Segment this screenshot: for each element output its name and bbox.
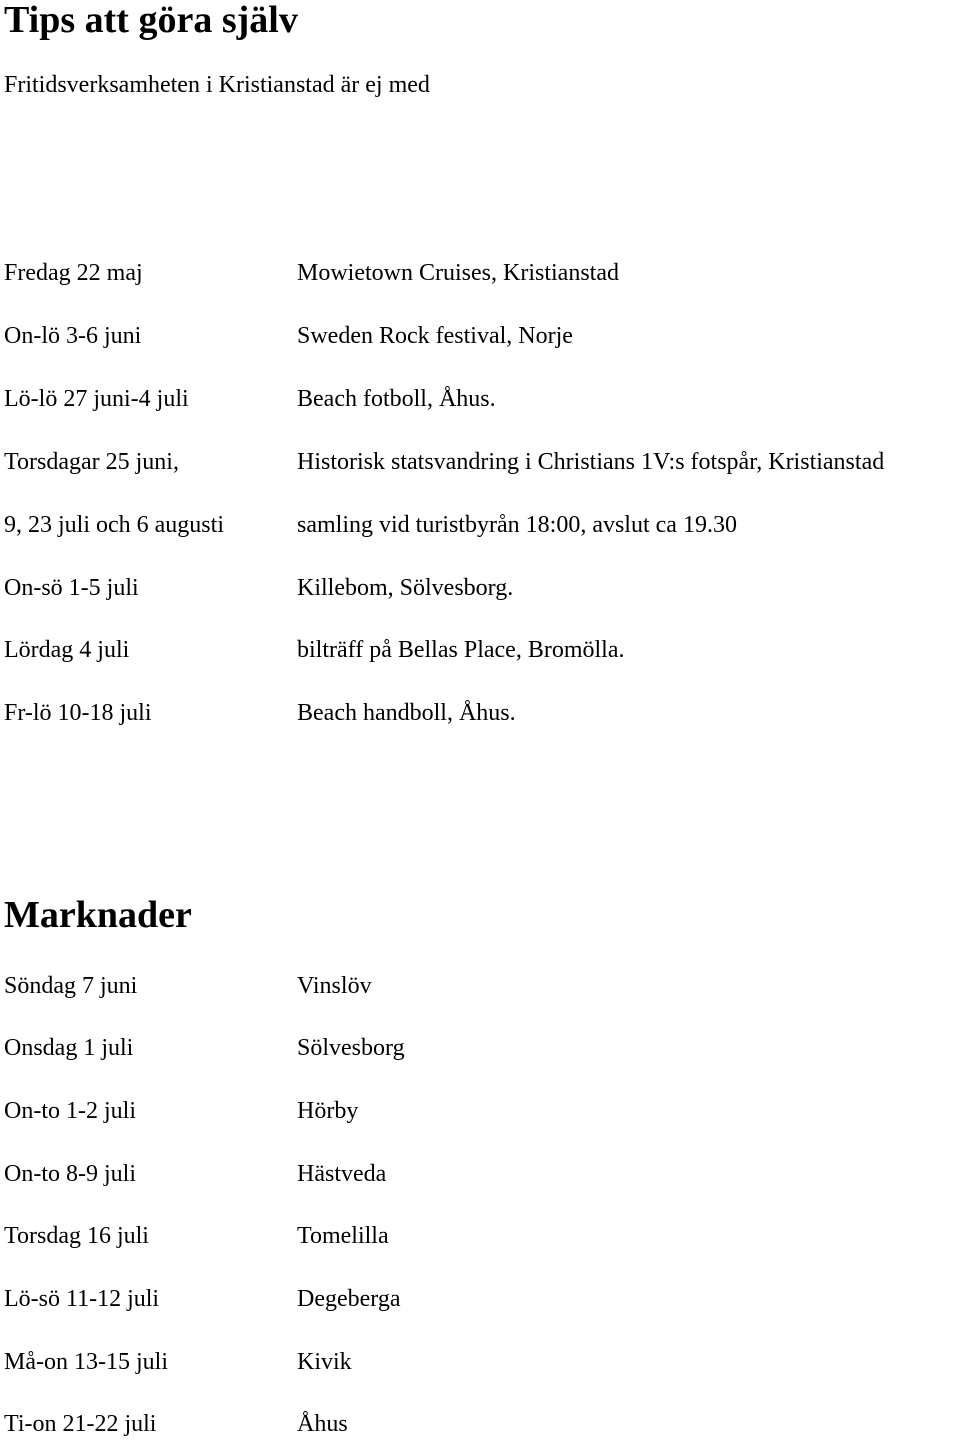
market-date: Torsdag 16 juli	[4, 1223, 149, 1249]
tip-row	[0, 383, 960, 415]
tip-date: Torsdagar 25 juni,	[4, 449, 179, 475]
subtitle: Fritidsverksamheten i Kristianstad är ej med	[4, 72, 430, 98]
market-row	[0, 1158, 960, 1190]
tip-date: Fr-lö 10-18 juli	[4, 700, 152, 726]
tip-row	[0, 446, 960, 478]
tip-date: Lördag 4 juli	[4, 637, 130, 663]
page-title: Tips att göra själv	[4, 0, 298, 41]
market-row	[0, 1220, 960, 1252]
market-date: On-to 8-9 juli	[4, 1161, 136, 1187]
market-place: Degeberga	[297, 1286, 401, 1312]
market-row	[0, 1346, 960, 1378]
tip-date: Fredag 22 maj	[4, 260, 143, 286]
market-row	[0, 1095, 960, 1127]
market-date: Söndag 7 juni	[4, 973, 138, 999]
tip-event: Mowietown Cruises, Kristianstad	[297, 260, 619, 286]
market-place: Hörby	[297, 1098, 359, 1124]
market-place: Sölvesborg	[297, 1035, 405, 1061]
tip-date: Lö-lö 27 juni-4 juli	[4, 386, 189, 412]
tip-event: bilträff på Bellas Place, Bromölla.	[297, 637, 625, 663]
market-row	[0, 1283, 960, 1315]
market-date: Må-on 13-15 juli	[4, 1349, 168, 1375]
market-place: Kivik	[297, 1349, 352, 1375]
market-row	[0, 970, 960, 1002]
market-place: Hästveda	[297, 1161, 387, 1187]
tip-date: On-sö 1-5 juli	[4, 575, 139, 601]
market-date: Onsdag 1 juli	[4, 1035, 134, 1061]
tip-event: samling vid turistbyrån 18:00, avslut ca 19.30	[297, 512, 737, 538]
markets-title: Marknader	[4, 894, 192, 936]
tip-row	[0, 257, 960, 289]
tip-date: On-lö 3-6 juni	[4, 323, 142, 349]
tip-event: Beach handboll, Åhus.	[297, 700, 516, 726]
tip-event: Beach fotboll, Åhus.	[297, 386, 496, 412]
tip-row	[0, 634, 960, 666]
market-place: Tomelilla	[297, 1223, 389, 1249]
tip-event: Killebom, Sölvesborg.	[297, 575, 514, 601]
tip-date: 9, 23 juli och 6 augusti	[4, 512, 224, 538]
market-row	[0, 1408, 960, 1440]
tip-row	[0, 320, 960, 352]
market-place: Åhus	[297, 1411, 348, 1437]
market-place: Vinslöv	[297, 973, 372, 999]
market-date: Lö-sö 11-12 juli	[4, 1286, 160, 1312]
tip-row	[0, 697, 960, 729]
market-date: On-to 1-2 juli	[4, 1098, 136, 1124]
tip-row	[0, 572, 960, 604]
tip-event: Sweden Rock festival, Norje	[297, 323, 573, 349]
tip-row	[0, 509, 960, 541]
market-date: Ti-on 21-22 juli	[4, 1411, 157, 1437]
market-row	[0, 1032, 960, 1064]
tip-event: Historisk statsvandring i Christians 1V:s fotspår, Kristianstad	[297, 449, 885, 475]
